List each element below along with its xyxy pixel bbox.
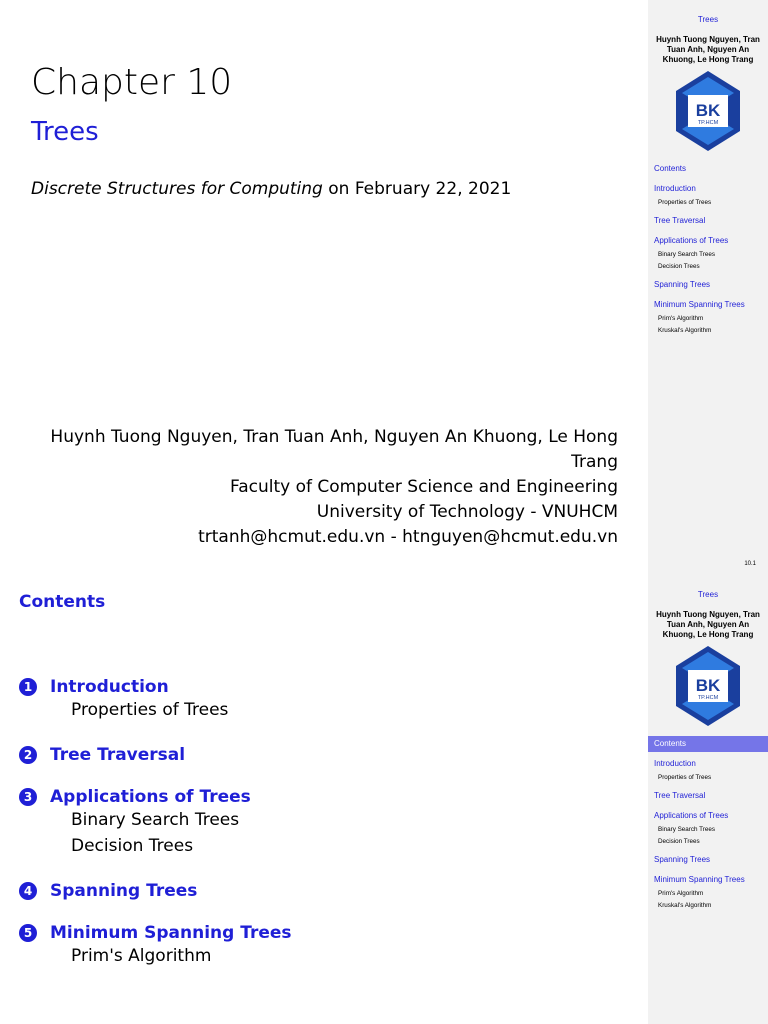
section-number-badge: 1	[19, 678, 37, 696]
sidebar-subsection-link[interactable]: Prim's Algorithm	[658, 890, 704, 897]
section-number-badge: 3	[19, 788, 37, 806]
sidebar-section-link[interactable]: Minimum Spanning Trees	[654, 300, 745, 309]
toc-subsection-link[interactable]: Properties of Trees	[71, 700, 229, 720]
sidebar	[648, 0, 768, 575]
contents-heading: Contents	[19, 592, 106, 612]
toc-subsection-link[interactable]: Decision Trees	[71, 836, 194, 856]
logo-sub: TP.HCM	[697, 120, 719, 126]
chapter-subtitle: Trees	[31, 117, 99, 147]
logo-sub: TP.HCM	[697, 695, 719, 701]
faculty: Faculty of Computer Science and Engineering	[229, 477, 618, 497]
sidebar-title[interactable]: Trees	[697, 590, 719, 599]
section-number-badge: 4	[19, 882, 37, 900]
sidebar-nav	[648, 161, 768, 337]
bk-logo-icon	[676, 71, 740, 151]
toc-section-title: Introduction	[50, 677, 169, 697]
toc-section-title: Tree Traversal	[50, 745, 186, 765]
sidebar-section-link[interactable]: Spanning Trees	[654, 855, 711, 864]
authors: Huynh Tuong Nguyen, Tran Tuan Anh, Nguyen An Khuong, Le Hong Trang	[50, 427, 618, 472]
sidebar-section-link[interactable]: Applications of Trees	[654, 811, 729, 820]
sidebar-authors: Huynh Tuong Nguyen, Tran Tuan Anh, Nguyen An Khuong, Le Hong Trang	[656, 610, 760, 639]
toc-section-link[interactable]	[19, 881, 619, 901]
toc-item	[19, 881, 619, 901]
sidebar-title[interactable]: Trees	[697, 15, 719, 24]
page-number: 10.1	[744, 561, 756, 567]
sidebar-nav	[648, 736, 768, 912]
sidebar-subsection-link[interactable]: Binary Search Trees	[658, 826, 716, 833]
contents-slide	[0, 575, 768, 1024]
table-of-contents	[19, 677, 619, 991]
course-line	[31, 179, 511, 199]
logo-text: BK	[695, 676, 721, 695]
course-name: Discrete Structures for Computing	[31, 179, 323, 199]
sidebar-authors: Huynh Tuong Nguyen, Tran Tuan Anh, Nguyen An Khuong, Le Hong Trang	[656, 35, 760, 64]
toc-item	[19, 923, 619, 969]
sidebar-subsection-link[interactable]: Decision Trees	[658, 838, 700, 845]
toc-item	[19, 677, 619, 723]
sidebar-section-link[interactable]: Tree Traversal	[654, 216, 706, 225]
sidebar-section-link[interactable]: Applications of Trees	[654, 236, 729, 245]
section-number-badge: 2	[19, 746, 37, 764]
logo-text: BK	[695, 101, 721, 120]
sidebar-subsection-link[interactable]: Properties of Trees	[658, 774, 712, 781]
course-date: on February 22, 2021	[322, 179, 512, 199]
sidebar-subsection-link[interactable]: Kruskal's Algorithm	[658, 902, 712, 909]
sidebar-subsection-link[interactable]: Binary Search Trees	[658, 251, 716, 258]
authors-block	[38, 425, 618, 550]
toc-subsection-link[interactable]: Binary Search Trees	[71, 810, 240, 830]
toc-section-title: Applications of Trees	[50, 787, 251, 807]
sidebar-subsection-link[interactable]: Kruskal's Algorithm	[658, 327, 712, 334]
sidebar-section-link[interactable]: Contents	[654, 164, 687, 173]
toc-subsection-link[interactable]: Prim's Algorithm	[71, 946, 212, 966]
chapter-title: Chapter 10	[31, 62, 233, 103]
toc-section-link[interactable]	[19, 923, 619, 943]
sidebar-subsection-link[interactable]: Prim's Algorithm	[658, 315, 704, 322]
sidebar-section-link[interactable]: Spanning Trees	[654, 280, 711, 289]
sidebar-section-link[interactable]: Introduction	[654, 759, 696, 768]
toc-section-link[interactable]	[19, 787, 619, 807]
sidebar-section-link[interactable]: Contents	[648, 736, 768, 752]
toc-item	[19, 745, 619, 765]
sidebar-section-link[interactable]: Introduction	[654, 184, 696, 193]
sidebar-section-link[interactable]: Minimum Spanning Trees	[654, 875, 745, 884]
sidebar	[648, 575, 768, 1024]
sidebar-section-link[interactable]: Tree Traversal	[654, 791, 706, 800]
bk-logo-icon	[676, 646, 740, 726]
toc-item	[19, 787, 619, 859]
section-number-badge: 5	[19, 924, 37, 942]
sidebar-subsection-link[interactable]: Decision Trees	[658, 263, 700, 270]
toc-section-link[interactable]	[19, 745, 619, 765]
sidebar-subsection-link[interactable]: Properties of Trees	[658, 199, 712, 206]
toc-section-title: Minimum Spanning Trees	[50, 923, 292, 943]
emails: trtanh@hcmut.edu.vn - htnguyen@hcmut.edu.vn	[198, 527, 618, 547]
toc-section-title: Spanning Trees	[50, 881, 198, 901]
toc-section-link[interactable]	[19, 677, 619, 697]
university: University of Technology - VNUHCM	[316, 502, 618, 522]
